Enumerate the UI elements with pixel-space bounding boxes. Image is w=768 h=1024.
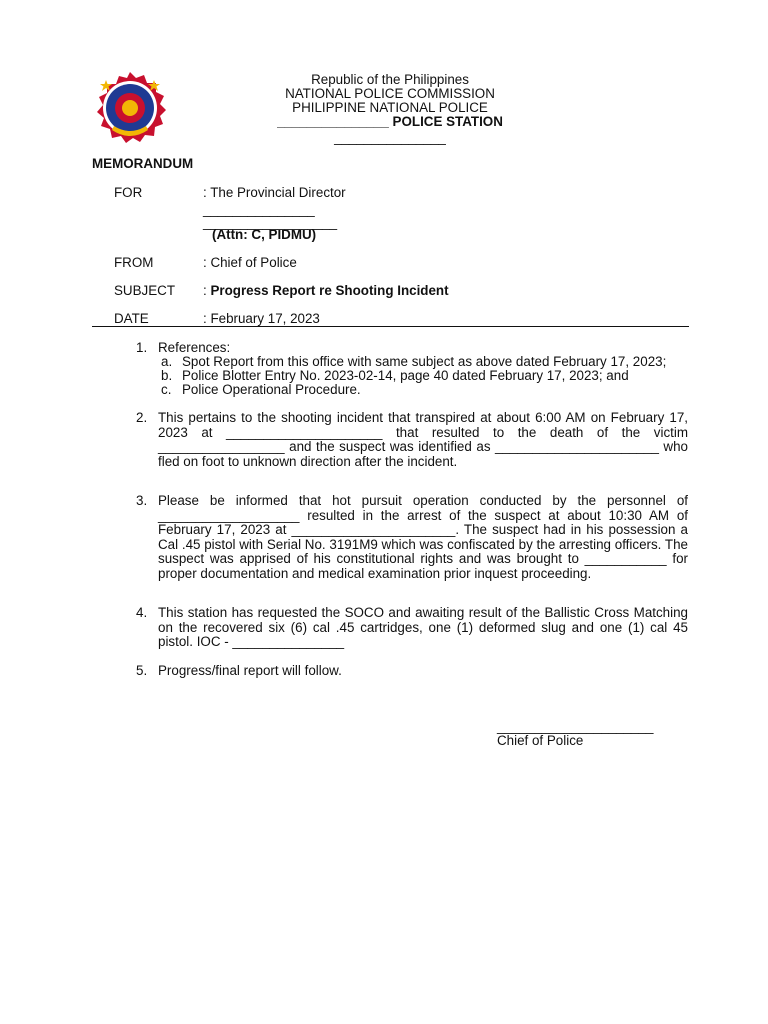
references-title: References: [158, 340, 231, 355]
ref-c-text: Police Operational Procedure. [182, 382, 361, 397]
para-5-text: Progress/final report will follow. [158, 663, 342, 678]
subject-text: Progress Report re Shooting Incident [210, 283, 449, 298]
ref-b-letter: b. [161, 368, 173, 383]
subject-colon: : [203, 283, 207, 298]
from-value: : Chief of Police [203, 255, 297, 270]
header-republic: Republic of the Philippines [311, 72, 469, 87]
for-label: FOR [114, 185, 143, 200]
for-line-2: _______________ [203, 202, 315, 217]
ref-a-text: Spot Report from this office with same subject as above dated February 17, 2023; [182, 354, 667, 369]
header-pnp: PHILIPPINE NATIONAL POLICE [292, 100, 488, 115]
for-line-3: __________________ [203, 215, 338, 230]
para-3-number: 3. [136, 493, 148, 508]
pnp-seal-icon [92, 70, 168, 146]
date-value: : February 17, 2023 [203, 311, 320, 326]
pnp-seal-graphic [92, 70, 168, 146]
para-4-number: 4. [136, 605, 148, 620]
signature-line: _____________________ [497, 719, 654, 734]
header-divider [92, 326, 689, 327]
from-label: FROM [114, 255, 154, 270]
para-4-text: This station has requested the SOCO and awaiting result of the Ballistic Cross Matching on the recovered six (6) cal .45 cartridges, one (1) deformed slug and one (1) cal 45 pistol. IOC - _______________ [158, 605, 688, 650]
seal-sun [122, 100, 138, 116]
header-station: _______________ POLICE STATION [277, 114, 503, 129]
para-2-number: 2. [136, 410, 148, 425]
header-napolcom: NATIONAL POLICE COMMISSION [285, 86, 495, 101]
para-3-text: Please be informed that hot pursuit operation conducted by the personnel of ___________________ resulted in the arrest of the suspect at about 10:30 AM of February 17, 2023 at ______________________. The suspect had in his possession a Cal .45 pistol with Serial No. 3191M9 which was confiscated by the arresting officers. The suspect was apprised of his constitutional rights and was brought to ___________ for proper documentation and medical examination prior inquest proceeding. [158, 493, 688, 581]
signature-title: Chief of Police [497, 733, 584, 748]
header-station-address: _______________ [334, 130, 446, 145]
para-1-number: 1. [136, 340, 148, 355]
date-label: DATE [114, 311, 149, 326]
ref-c-letter: c. [161, 382, 172, 397]
memo-title: MEMORANDUM [92, 156, 194, 171]
for-value: : The Provincial Director [203, 185, 346, 200]
para-2-text: This pertains to the shooting incident that transpired at about 6:00 AM on February 17, 2023 at _____________________ that resulted to the death of the victim _________________ and the suspect was identified as ______________________ who fled on foot to unknown direction after the incident. [158, 410, 688, 469]
para-5-number: 5. [136, 663, 148, 678]
subject-value [203, 284, 449, 299]
ref-b-text: Police Blotter Entry No. 2023-02-14, page 40 dated February 17, 2023; and [182, 368, 629, 383]
subject-label: SUBJECT [114, 283, 176, 298]
attn-line: (Attn: C, PIDMU) [212, 227, 317, 242]
ref-a-letter: a. [161, 354, 173, 369]
